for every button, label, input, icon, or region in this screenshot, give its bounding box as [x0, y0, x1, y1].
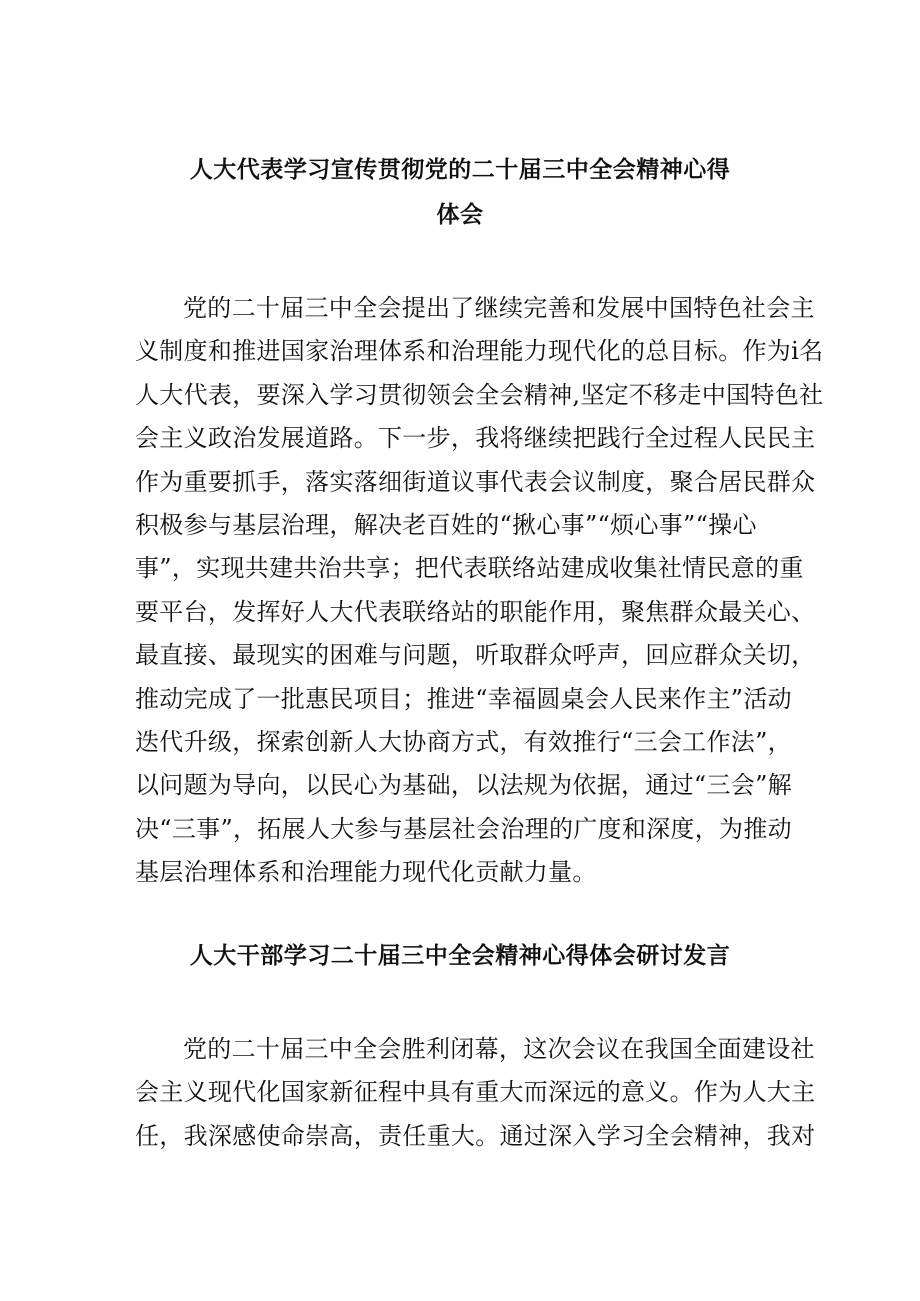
paragraph-line: 要平台，发挥好人大代表联络站的职能作用，聚焦群众最关心、: [135, 597, 816, 626]
article-title-1-line-2: 体会: [436, 202, 484, 228]
article-title-1-line-1: 人大代表学习宣传贯彻党的二十届三中全会精神心得: [189, 157, 731, 183]
paragraph-line: 最直接、最现实的困难与问题，听取群众呼声，回应群众关切，: [135, 641, 816, 670]
paragraph-line: 党的二十届三中全会胜利闭幕，这次会议在我国全面建设社: [183, 1035, 815, 1063]
paragraph-line: 决“三事”，拓展人大参与基层社会治理的广度和深度，为推动: [135, 814, 792, 843]
article-title-2: 人大干部学习二十届三中全会精神心得体会研讨发言: [189, 943, 731, 969]
paragraph-line: 事”，实现共建共治共享；把代表联络站建成收集社情民意的重: [135, 554, 804, 583]
paragraph-line: 积极参与基层治理，解决老百姓的“揪心事”“烦心事”“操心: [135, 510, 757, 539]
paragraph-line: 以问题为导向，以民心为基础，以法规为依据，通过“三会”解: [135, 771, 792, 800]
paragraph-line: 迭代升级，探索创新人大协商方式，有效推行“三会工作法”，: [135, 727, 792, 756]
paragraph-line: 基层治理体系和治理能力现代化贡献力量。: [135, 858, 597, 887]
paragraph-line: 人大代表，要深入学习贯彻领会全会精神,坚定不移走中国特色社: [135, 380, 824, 409]
paragraph-line: 会主义现代化国家新征程中具有重大而深远的意义。作为人大主: [135, 1078, 816, 1107]
paragraph-line: 任，我深感使命崇高，责任重大。通过深入学习全会精神，我对: [135, 1121, 816, 1150]
paragraph-line: 义制度和推进国家治理体系和治理能力现代化的总目标。作为i名: [135, 337, 824, 366]
paragraph-line: 会主义政治发展道路。下一步，我将继续把践行全过程人民民主: [135, 424, 816, 453]
article-paragraph-1: [135, 287, 824, 894]
paragraph-line: 作为重要抓手，落实落细街道议事代表会议制度，聚合居民群众: [135, 467, 816, 496]
article-paragraph-2: [135, 1028, 816, 1158]
paragraph-line: 党的二十届三中全会提出了继续完善和发展中国特色社会主: [183, 294, 815, 322]
paragraph-line: 推动完成了一批惠民项目；推进“幸福圆桌会人民来作主”活动: [135, 684, 792, 713]
